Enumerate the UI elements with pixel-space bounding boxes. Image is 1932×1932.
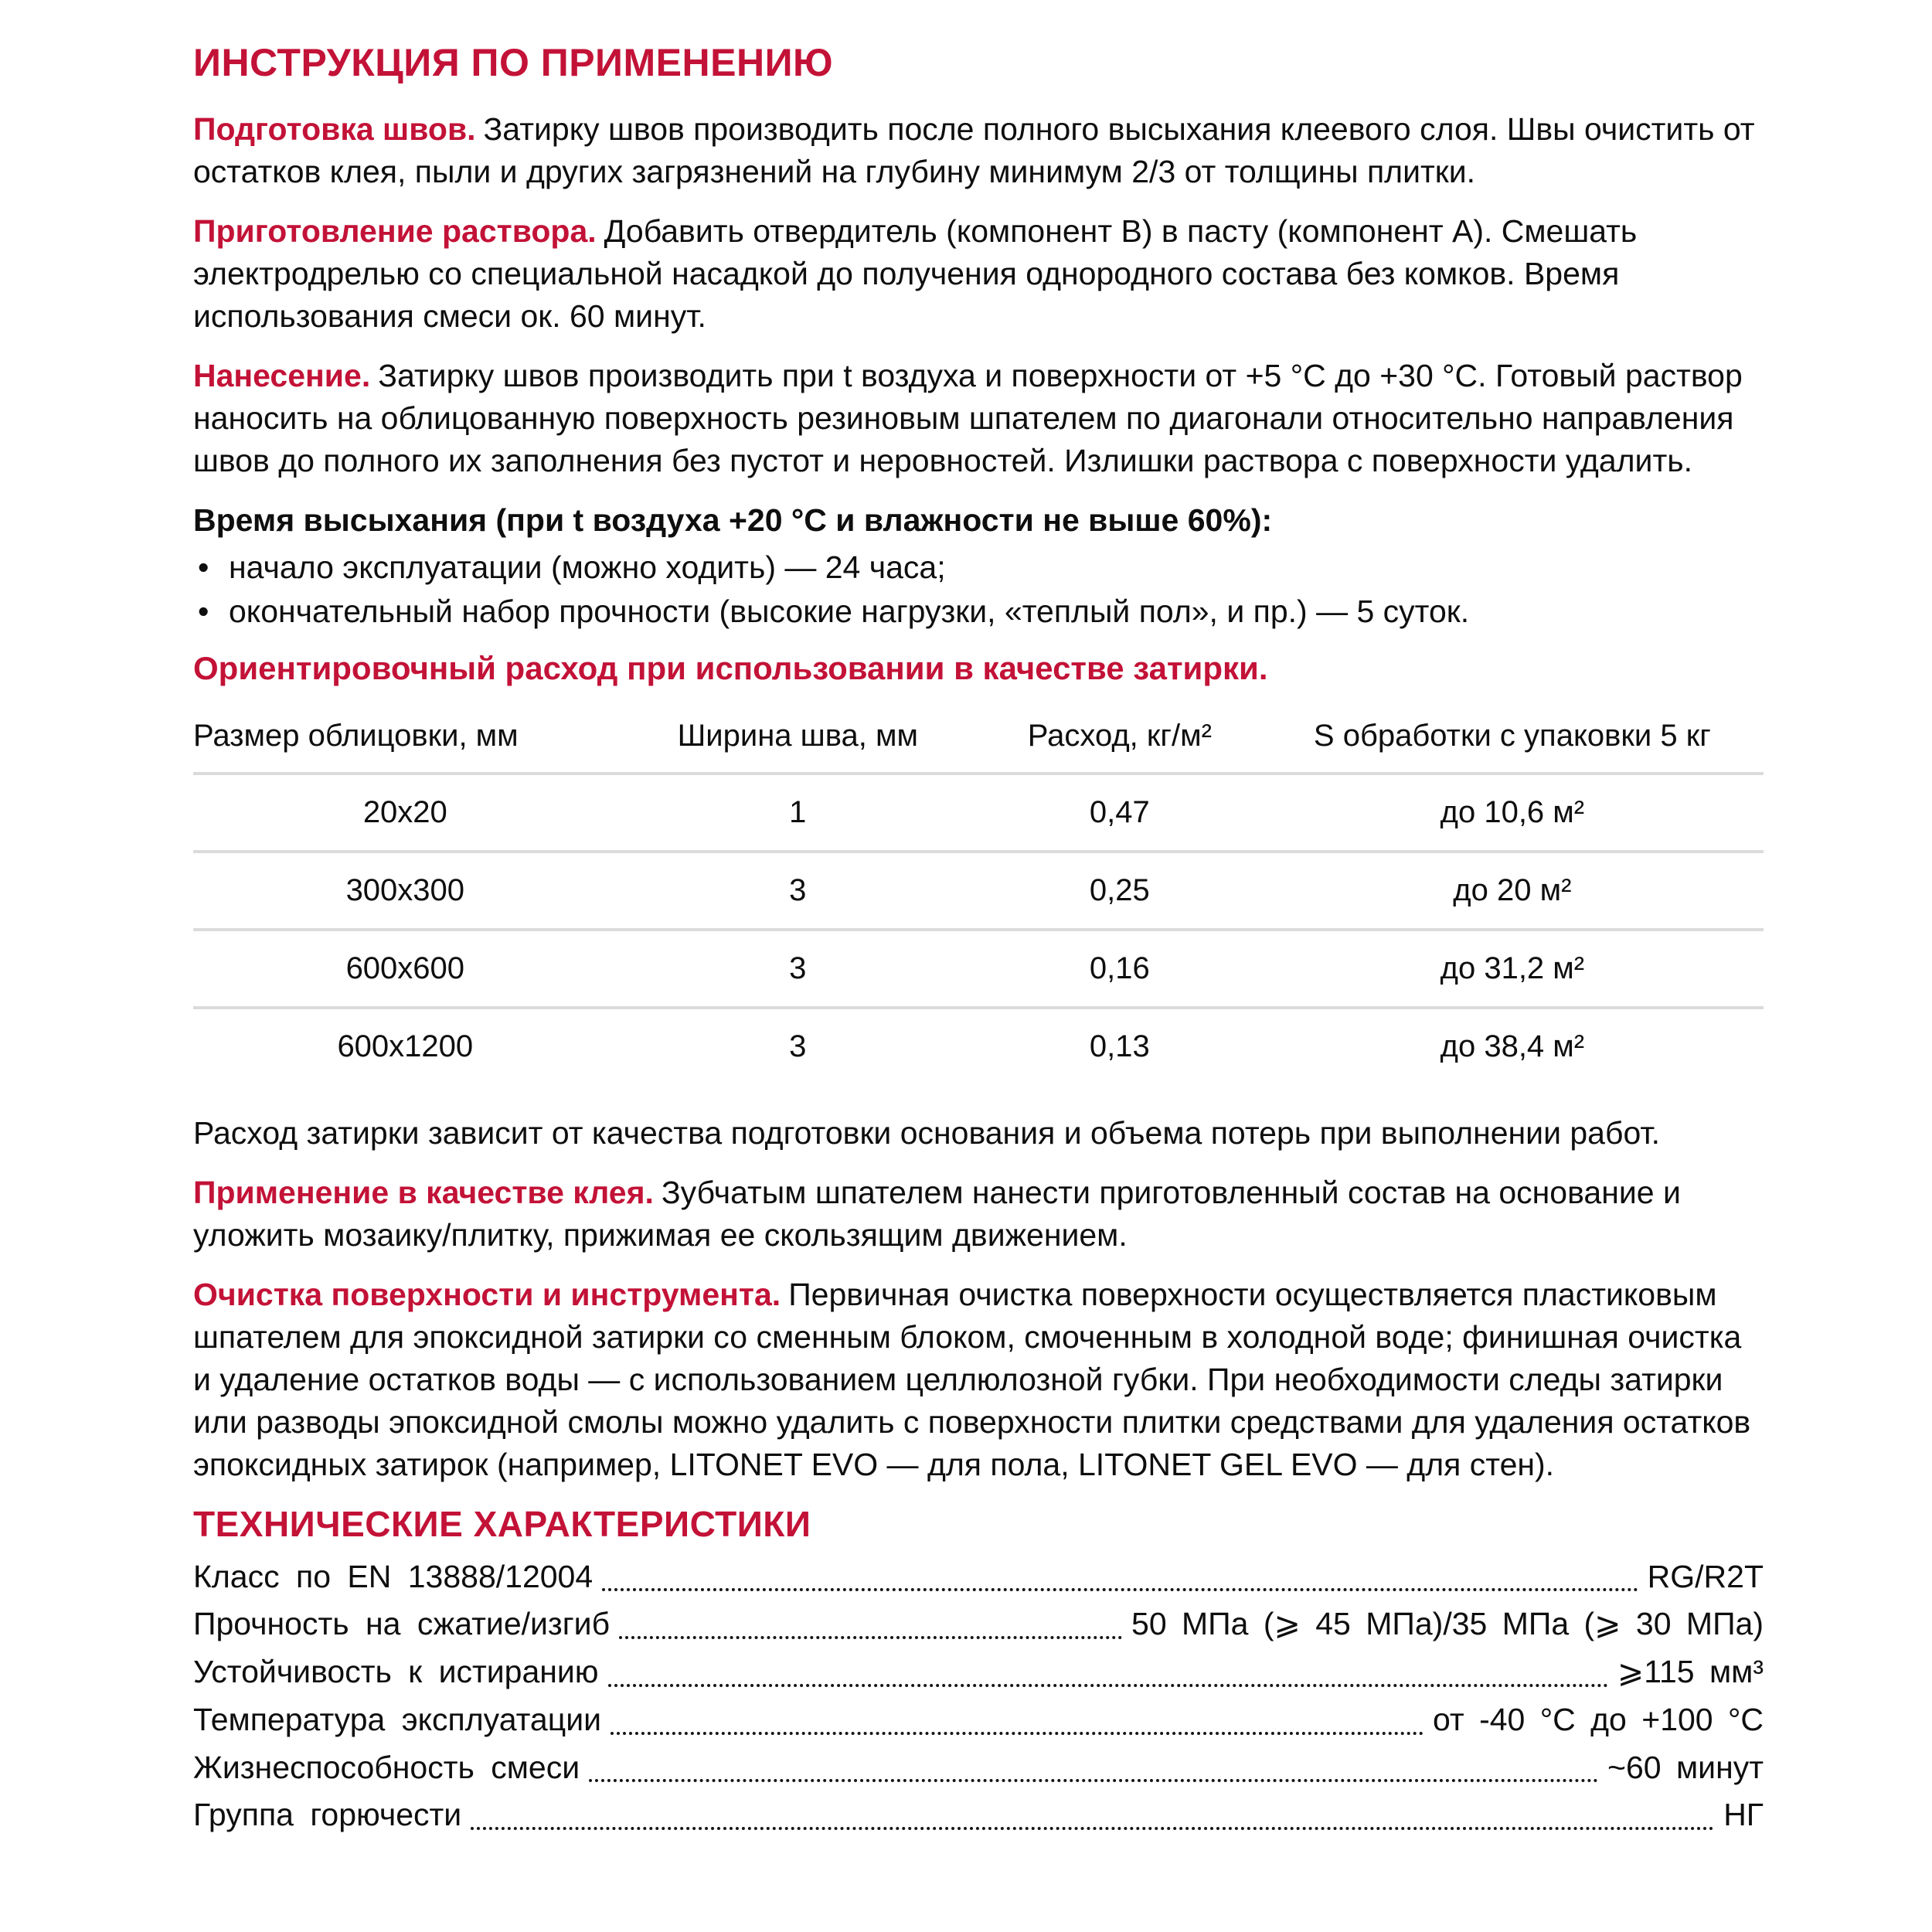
mortar-preparation-body: Добавить отвердитель (компонент B) в пасту (компонент A). Смешать электродрелью со специальной насадкой до получения однородного состава без комков. Время использования смеси ок. 60 минут. — [193, 213, 1638, 334]
spec-value: от -40 °C до +100 °C — [1433, 1701, 1764, 1737]
spec-row-pot-life — [193, 1747, 1764, 1790]
consumption-heading: Ориентировочный расход при использовании в качестве затирки. — [193, 649, 1268, 686]
spec-label: Класс по EN 13888/12004 — [193, 1558, 594, 1594]
table-cell: 300х300 — [193, 852, 617, 930]
spec-value: ⩾115 мм³ — [1617, 1654, 1764, 1690]
spec-row-strength — [193, 1603, 1764, 1646]
table-header-joint-width: Ширина шва, мм — [677, 719, 918, 753]
paragraph-adhesive-use — [193, 1172, 1764, 1257]
spec-value: ~60 минут — [1607, 1749, 1764, 1785]
table-cell: до 10,6 м² — [1261, 774, 1764, 852]
paragraph-mortar-preparation — [193, 210, 1764, 338]
seam-preparation-body: Затирку швов производить после полного высыхания клеевого слоя. Швы очистить от остатков клея, пыли и других загрязнений на глубину минимум 2/3 от толщины плитки. — [193, 111, 1755, 189]
paragraph-cleaning — [193, 1274, 1764, 1486]
table-cell: 3 — [617, 852, 978, 930]
table-cell: 600х1200 — [193, 1008, 617, 1084]
spec-row-class — [193, 1556, 1764, 1599]
table-cell: 3 — [617, 1008, 978, 1084]
table-cell: 1 — [617, 774, 978, 852]
technical-specs-heading: ТЕХНИЧЕСКИЕ ХАРАКТЕРИСТИКИ — [193, 1503, 811, 1544]
spec-label: Прочность на сжатие/изгиб — [193, 1606, 611, 1642]
spec-label: Группа горючести — [193, 1797, 462, 1833]
table-row — [193, 930, 1764, 1008]
cleaning-body: Первичная очистка поверхности осуществляется пластиковым шпателем для эпоксидной затирки со сменным блоком, смоченным в холодной воде; финишная очистка и удаление остатков воды — с использованием целлюлозной губки. При необходимости следы затирки или разводы эпоксидной смолы можно удалить с поверхности плитки средствами для удаления остатков эпоксидных затирок (например, LITONET EVO — для пола, LITONET GEL EVO — для стен). — [193, 1277, 1751, 1482]
table-cell: 0,16 — [978, 930, 1261, 1008]
drying-time-heading: Время высыхания (при t воздуха +20 °C и влажности не выше 60%): — [193, 502, 1273, 538]
list-item-walkable: • начало эксплуатации (можно ходить) — 24 часа; — [193, 546, 1764, 590]
table-header-coverage: S обработки с упаковки 5 кг — [1313, 719, 1711, 753]
table-header-consumption: Расход, кг/м² — [1027, 719, 1212, 753]
spec-row-flammability — [193, 1794, 1764, 1837]
paragraph-consumption-note: Расход затирки зависит от качества подготовки основания и объема потерь при выполнении работ. — [193, 1115, 1660, 1151]
page-title: ИНСТРУКЦИЯ ПО ПРИМЕНЕНИЮ — [193, 41, 834, 84]
application-body: Затирку швов производить при t воздуха и поверхности от +5 °C до +30 °C. Готовый раствор наносить на облицованную поверхность резиновым шпателем по диагонали относительно направления швов до полного их заполнения без пустот и неровностей. Излишки раствора с поверхности удалить. — [193, 357, 1743, 478]
table-cell: 600х600 — [193, 930, 617, 1008]
table-row — [193, 774, 1764, 852]
table-cell: до 38,4 м² — [1261, 1008, 1764, 1084]
table-row — [193, 1008, 1764, 1084]
spec-label: Жизнеспособность смеси — [193, 1749, 580, 1785]
spec-row-temperature — [193, 1699, 1764, 1742]
cleaning-lead: Очистка поверхности и инструмента. — [193, 1277, 781, 1312]
application-lead: Нанесение. — [193, 357, 371, 393]
adhesive-use-lead: Применение в качестве клея. — [193, 1175, 654, 1211]
table-cell: 20х20 — [193, 774, 617, 852]
paragraph-seam-preparation — [193, 108, 1764, 193]
spec-value: 50 МПа (⩾ 45 МПа)/35 МПа (⩾ 30 МПа) — [1131, 1606, 1764, 1642]
spec-label: Устойчивость к истиранию — [193, 1654, 599, 1690]
mortar-preparation-lead: Приготовление раствора. — [193, 213, 597, 249]
table-cell: 0,47 — [978, 774, 1261, 852]
seam-preparation-lead: Подготовка швов. — [193, 111, 476, 147]
list-item-full-strength: • окончательный набор прочности (высокие нагрузки, «теплый пол», и пр.) — 5 суток. — [193, 590, 1764, 634]
table-cell: 3 — [617, 930, 978, 1008]
table-cell: 0,13 — [978, 1008, 1261, 1084]
spec-value: НГ — [1723, 1797, 1764, 1833]
table-header-tile-size: Размер облицовки, мм — [193, 719, 519, 753]
table-header-row — [193, 705, 1764, 774]
table-row — [193, 852, 1764, 930]
table-cell: до 20 м² — [1261, 852, 1764, 930]
drying-time-list — [193, 546, 1764, 633]
spec-label: Температура эксплуатации — [193, 1701, 602, 1737]
consumption-table — [193, 705, 1764, 1084]
adhesive-use-body: Зубчатым шпателем нанести приготовленный состав на основание и уложить мозаику/плитку, прижимая ее скользящим движением. — [193, 1175, 1681, 1253]
spec-row-abrasion — [193, 1651, 1764, 1694]
spec-value: RG/R2T — [1647, 1558, 1764, 1594]
table-cell: до 31,2 м² — [1261, 930, 1764, 1008]
paragraph-application — [193, 355, 1764, 482]
table-cell: 0,25 — [978, 852, 1261, 930]
